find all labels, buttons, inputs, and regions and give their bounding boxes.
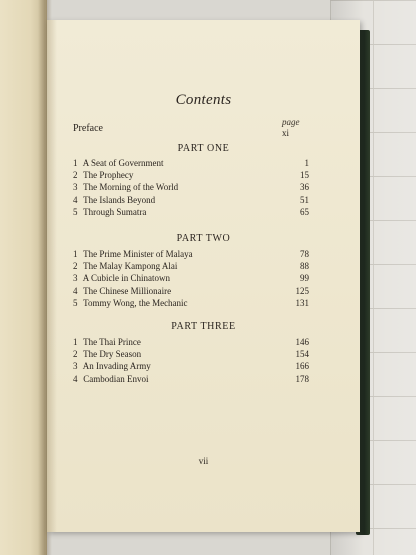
chapter-number: 1 — [73, 249, 78, 259]
part-two-chapters — [73, 248, 309, 309]
chapter-page: 36 — [300, 182, 309, 193]
chapter-number: 1 — [73, 158, 78, 168]
chapter-title: The Chinese Millionaire — [83, 285, 172, 296]
part-one-chapters — [73, 157, 309, 218]
chapter-title: The Dry Season — [83, 349, 142, 360]
chapter-entry — [73, 181, 309, 193]
chapter-page: 78 — [300, 249, 309, 259]
chapter-page: 88 — [300, 261, 309, 272]
chapter-title: Cambodian Envoi — [83, 373, 149, 384]
chapter-page: 131 — [295, 297, 309, 308]
chapter-title: The Islands Beyond — [83, 194, 156, 205]
chapter-number: 2 — [73, 349, 78, 360]
chapter-title: The Prophecy — [83, 170, 134, 181]
chapter-number: 3 — [73, 361, 78, 372]
chapter-number: 1 — [73, 337, 78, 347]
contents-title: Contents — [175, 92, 232, 108]
page-column-heading: page — [282, 117, 300, 127]
chapter-entry — [73, 297, 309, 309]
preface-entry: Preface — [73, 123, 103, 134]
chapter-number: 4 — [73, 194, 78, 205]
part-two-title: PART TWO — [176, 233, 231, 244]
chapter-page: 15 — [300, 170, 309, 181]
chapter-page: 154 — [295, 349, 309, 360]
chapter-page: 99 — [300, 273, 309, 284]
chapter-entry — [73, 348, 309, 360]
chapter-title: An Invading Army — [82, 361, 151, 372]
chapter-entry — [73, 248, 309, 260]
chapter-title: A Seat of Government — [82, 158, 164, 168]
chapter-number: 4 — [73, 373, 78, 384]
chapter-title: Tommy Wong, the Mechanic — [83, 297, 188, 308]
chapter-entry — [73, 157, 309, 169]
chapter-title: The Morning of the World — [83, 182, 179, 193]
chapter-entry — [73, 260, 309, 272]
chapter-number: 2 — [73, 170, 78, 181]
chapter-entry — [73, 206, 309, 218]
chapter-page: 65 — [300, 206, 309, 217]
chapter-title: The Malay Kampong Alai — [83, 261, 178, 272]
chapter-entry — [73, 336, 309, 348]
part-three-title: PART THREE — [171, 321, 236, 332]
chapter-number: 2 — [73, 261, 78, 272]
chapter-number: 4 — [73, 285, 78, 296]
chapter-page: 1 — [304, 158, 309, 168]
chapter-title: The Prime Minister of Malaya — [83, 249, 193, 259]
chapter-entry — [73, 272, 309, 284]
chapter-title: The Thai Prince — [83, 337, 141, 347]
preface-page-number: xi — [282, 128, 290, 138]
chapter-number: 5 — [73, 206, 78, 217]
chapter-entry — [73, 373, 309, 385]
chapter-page: 178 — [295, 373, 309, 384]
contents-page — [47, 20, 360, 532]
chapter-entry — [73, 360, 309, 372]
part-one-title: PART ONE — [177, 143, 230, 154]
chapter-page: 51 — [300, 194, 309, 205]
chapter-title: A Cubicle in Chinatown — [82, 273, 171, 284]
chapter-entry — [73, 194, 309, 206]
chapter-entry — [73, 169, 309, 181]
chapter-entry — [73, 285, 309, 297]
chapter-number: 3 — [73, 273, 78, 284]
page-folio: vii — [198, 456, 209, 466]
chapter-number: 5 — [73, 297, 78, 308]
chapter-number: 3 — [73, 182, 78, 193]
chapter-page: 146 — [295, 337, 309, 347]
chapter-page: 166 — [295, 361, 309, 372]
chapter-page: 125 — [295, 285, 309, 296]
chapter-title: Through Sumatra — [83, 206, 147, 217]
part-three-chapters — [73, 336, 309, 385]
